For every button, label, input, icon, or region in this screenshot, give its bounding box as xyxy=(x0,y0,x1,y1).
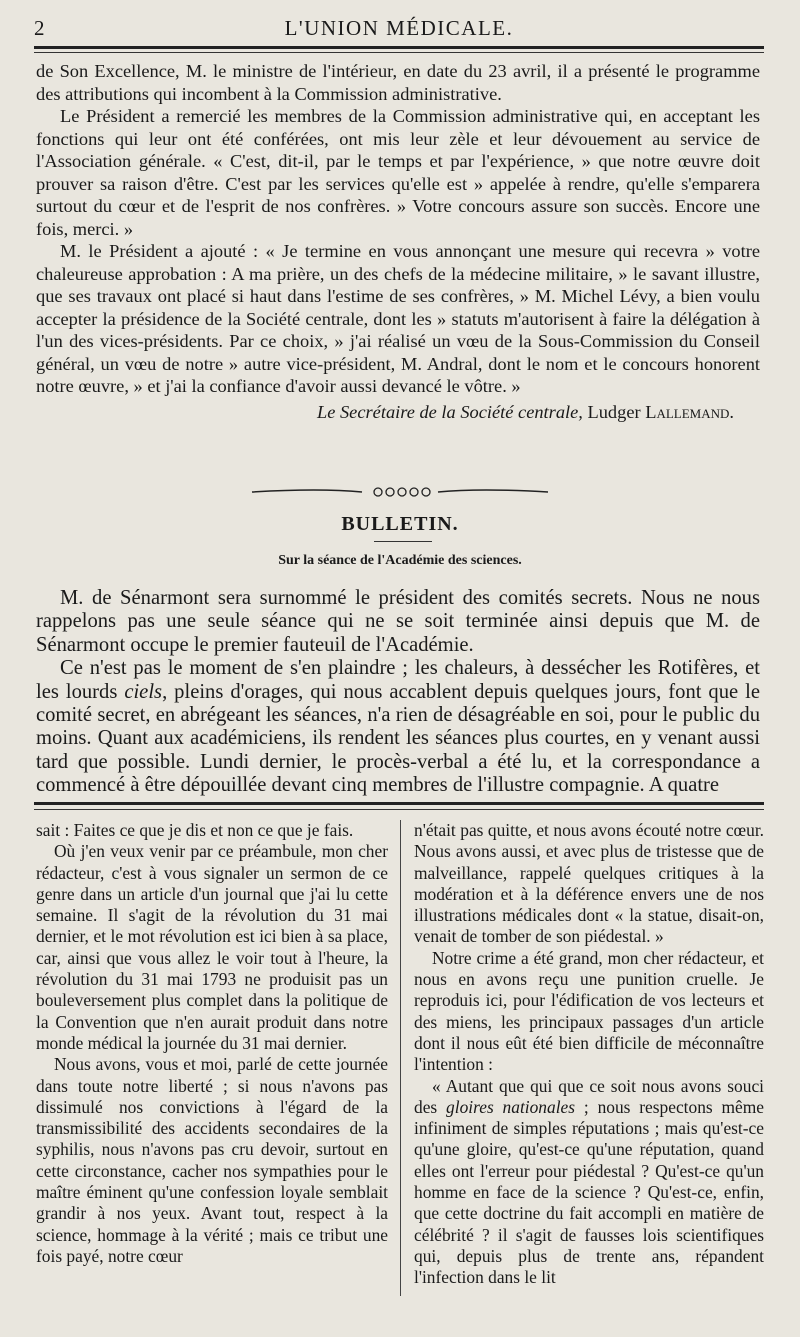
bulletin-title: BULLETIN. xyxy=(341,513,459,535)
feuilleton-right-p2: Notre crime a été grand, mon cher rédacteur, et nous en avons reçu une punition cruelle. Je reproduis ici, pour l'édification de vos lecteurs et des miens, les principaux passages d'un article dont il nous eût été bien difficile de méconnaître l'intention : xyxy=(414,947,764,1075)
page-header xyxy=(34,14,764,48)
header-rule xyxy=(34,46,764,49)
feuilleton-left-p1: sait : Faites ce que je dis et non ce que je fais. xyxy=(36,820,354,840)
feuilleton-left-p3: Nous avons, vous et moi, parlé de cette journée dans toute notre liberté ; si nous n'avons pas dissimulé nos convictions à l'égard de la transmissibilité des accidents secondaires de la syphilis, nous n'avons pas cru devoir, surtout en cette circonstance, cacher nos sympathies pour le maître éminent qu'une confession loyale semblait grandir à nos yeux. Avant tout, respect à la science, hommage à la vérité ; mais ce tribut une fois payé, notre cœur xyxy=(36,1054,388,1266)
letter-paragraph-1: de Son Excellence, M. le ministre de l'intérieur, en date du 23 avril, il a présenté le programme des attributions qui incombent à la Commission administrative. xyxy=(36,61,760,104)
feuilleton-left-p2: Où j'en veux venir par ce préambule, mon cher rédacteur, c'est à vous signaler un sermon de ce genre dans un article d'un journal que j'ai lu cette semaine. Il s'agit de la révolution du 31 mai dernier, et le mot révolution est ici bien à sa place, car, ainsi que vous allez le voir tout à l'heure, la révolution du 31 mai 1793 ne produisit pas un bouleversement plus complet dans la politique de la Convention que n'en aurait produit dans notre monde médical la journée du 31 mai dernier. xyxy=(36,841,388,1053)
signature-role: Le Secrétaire de la Société centrale, xyxy=(317,401,583,422)
bulletin-p2-start: Ce n'est pas le moment de s'en plaindre ; les chaleurs, à dessécher les Rotifères, et les lourds xyxy=(36,657,760,703)
bulletin-p2-italic: ciels xyxy=(124,680,163,703)
feuilleton-right-p3-end: ; nous respectons même infiniment de simples réputations ; mais qu'est-ce qu'une gloire, qu'est-ce qu'une réputation, quand elles ont l'erreur pour piédestal ? Qu'est-ce qu'un homme en face de la science ? Qu'est-ce, enfin, que cette doctrine du fait accompli en matière de célébrité ? il s'agit de fausses lois scientifiques qui, depuis plus de trente ans, répandent l'infection dans le lit xyxy=(414,1096,765,1288)
letter-paragraph-2: Le Président a remercié les membres de la Commission administrative qui, en acceptant les fonctions qui leur ont été conférées, ont mis leur zèle et leur dévouement au service de l'Association générale. « C'est, dit-il, par le temps et par l'expérience, » que notre œuvre doit prouver sa raison d'être. C'est par les services qu'elle est » appelée à rendre, qu'elle s'emparera surtout du cœur et de l'esprit de nos confrères. » Votre concours assure son succès. Encore une fois, merci. » xyxy=(36,106,760,239)
header-rule-thin xyxy=(34,52,764,53)
feuilleton-right-column xyxy=(414,820,764,1289)
bulletin-title-rule xyxy=(374,541,432,542)
bulletin-subtitle: Sur la séance de l'Académie des sciences. xyxy=(278,553,522,568)
signature xyxy=(36,400,760,424)
column-divider xyxy=(400,820,401,1296)
feuilleton-rule xyxy=(34,802,764,805)
feuilleton-right-p3-italic: gloires nationales xyxy=(446,1096,576,1117)
feuilleton-right-p1: n'était pas quitte, et nous avons écouté notre cœur. Nous avons aussi, et avec plus de tristesse que de malveillance, rappelé quelques critiques à la modération et à la déférence envers une de nos illustrations médicales dont « la statue, disait-on, venait de tomber de son piédestal. » xyxy=(414,820,764,947)
page-number: 2 xyxy=(34,16,45,40)
signature-name: Ludger xyxy=(587,401,641,422)
feuilleton-right-p3-start: « Autant que qui que ce soit nous avons souci des xyxy=(414,1075,764,1117)
ornament-divider xyxy=(250,486,550,498)
journal-title: L'UNION MÉDICALE. xyxy=(284,16,514,40)
feuilleton-left-column xyxy=(36,820,388,1267)
bulletin-paragraph-1: M. de Sénarmont sera surnommé le président des comités secrets. Nous ne nous rappelons pas une seule séance qui ne se soit terminée ainsi depuis que M. de Sénarmont occupe le premier fauteuil de l'Académie. xyxy=(36,587,760,656)
feuilleton-rule-thin xyxy=(34,809,764,810)
signature-surname: Lallemand. xyxy=(645,401,734,422)
letter-paragraph-3: M. le Président a ajouté : « Je termine en vous annonçant une mesure qui recevra » votre chaleureuse approbation : A ma prière, un des chefs de la médecine militaire, » le savant illustre, que ses travaux ont placé si haut dans l'estime de ses confrères, » M. Michel Lévy, a bien voulu accepter la présidence de la Société centrale, dont les » statuts m'autorisent à faire la délégation à l'un des vices-présidents. Par ce choix, » j'ai réalisé un vœu de la Sous-Commission du Conseil général, un vœu de notre » autre vice-président, M. Andral, dont le nom et le concours honorent notre œuvre, » et j'ai la confiance d'avoir aussi devancé le vôtre. » xyxy=(36,241,760,396)
bulletin-paragraph-2 xyxy=(36,657,760,797)
letter-section xyxy=(36,60,760,424)
bulletin-section xyxy=(36,587,760,798)
bulletin-p2-end: , pleins d'orages, qui nous accablent depuis quelques jours, font que le comité secret, en abrégeant les séances, n'a rien de désagréable en soi, pour le public du moins. Quant aux académiciens, ils rendent les séances plus courtes, en y venant aussi tard que possible. Lundi dernier, le procès-verbal a été lu, et la correspondance a commencé à être dépouillée devant cinq membres de l'illustre compagnie. A quatre xyxy=(36,680,760,797)
feuilleton-right-p3 xyxy=(414,1076,764,1289)
